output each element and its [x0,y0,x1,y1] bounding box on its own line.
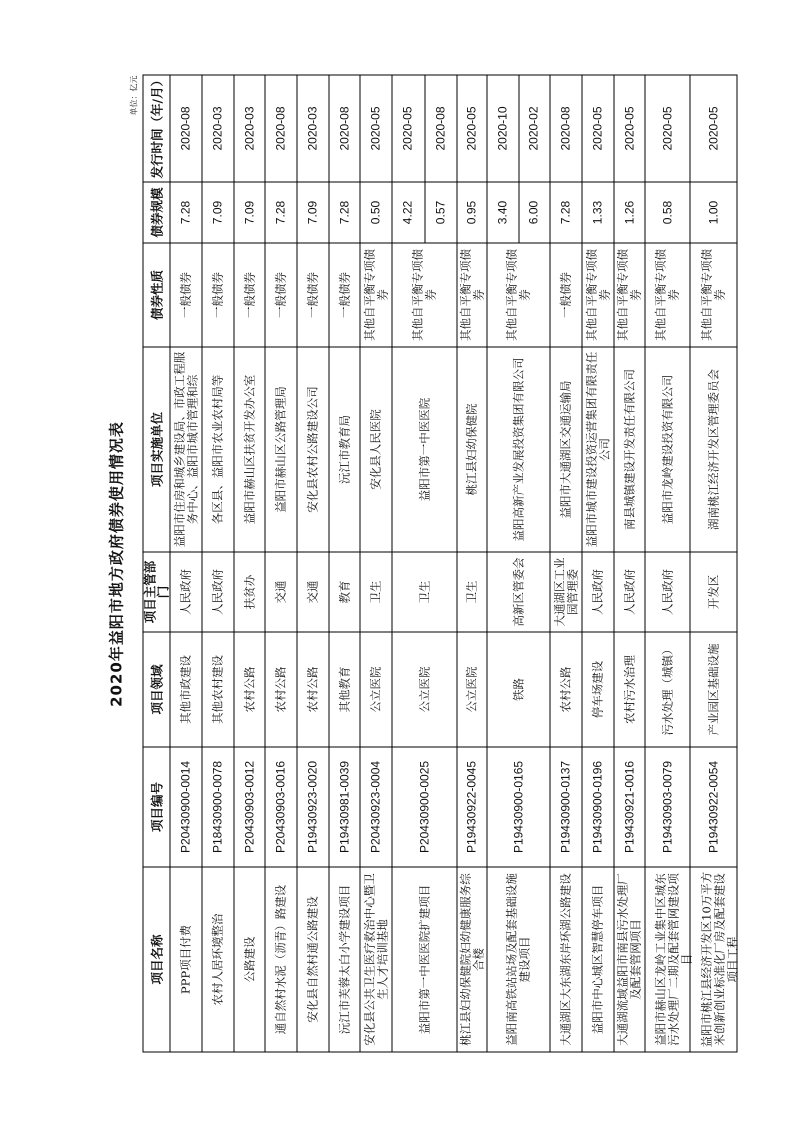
header-amount: 债券规模 [143,182,170,243]
cell-name [170,867,202,1052]
cell-type [392,243,457,347]
cell-type [550,243,582,347]
date-text: 2020-05 [621,105,636,151]
field-text: 农村公路 [273,666,287,712]
field-text: 农村公路 [241,666,256,712]
cell-dept [550,552,582,632]
code-text: P20430903-0012 [241,760,256,853]
cell-type [360,243,392,347]
cell-name [645,867,693,1052]
date-text: 2020-08 [558,105,572,151]
table-row [645,75,690,1052]
cell-amount [170,182,202,243]
field-text: 农村公路 [305,666,319,712]
type-text: 其他自平衡专项债券 [361,248,389,341]
dept-text: 交通 [273,580,287,603]
header-dept: 项目主管部门 [143,552,170,632]
cell-unit [582,347,614,552]
code-text: P20430903-0016 [273,760,287,853]
cell-date [690,75,737,182]
table-row [265,75,297,1052]
cell-amount [392,182,425,243]
table-row [202,75,234,1052]
cell-field [582,632,614,747]
cell-amount [265,182,297,243]
table-row [487,75,519,1052]
unit-text: 益阳市大通湖区交通运输局 [558,380,572,518]
field-text: 农村公路 [558,666,572,712]
dept-text: 人民政府 [210,568,224,615]
cell-amount [234,182,265,243]
cell-code [360,747,392,867]
cell-amount [457,182,487,243]
date-text: 2020-10 [494,105,509,151]
cell-code [392,747,457,867]
cell-name [582,867,614,1052]
cell-dept [297,552,329,632]
amount-text: 7.28 [178,200,192,224]
cell-unit [265,347,297,552]
code-text: P19430923-0020 [305,760,319,853]
name-text: 桃江县妇幼保健院妇幼健康服务综合楼 [457,872,485,1046]
field-text: 其他市政建设 [178,654,192,724]
table-row [690,75,737,1052]
header-unit: 项目实施单位 [143,347,170,552]
type-text: 其他自平衡专项债券 [615,248,642,341]
cell-type [329,243,360,347]
cell-date [392,75,425,182]
cell-unit [202,347,234,552]
field-text: 公立医院 [368,666,382,712]
date-text: 2020-08 [178,105,192,151]
cell-dept [690,552,737,632]
cell-code [614,747,645,867]
cell-field [329,632,360,747]
cell-date [457,75,487,182]
cell-unit [360,347,392,552]
code-text: P20430923-0004 [368,760,382,853]
cell-code [329,747,360,867]
type-text: 其他自平衡专项债券 [410,248,437,341]
date-text: 2020-03 [241,105,256,151]
cell-name [487,867,550,1052]
cell-date [614,75,645,182]
cell-name [297,867,329,1052]
cell-amount [645,182,690,243]
cell-field [297,632,329,747]
unit-text: 安化县人民医院 [368,408,382,490]
cell-type [234,243,265,347]
table-row [550,75,582,1052]
cell-unit [614,347,645,552]
cell-date [329,75,360,182]
cell-type [582,243,614,347]
cell-dept [487,552,550,632]
dept-text: 人民政府 [659,568,674,615]
bond-usage-table [142,74,737,1052]
cell-date [297,75,329,182]
date-text: 2020-05 [400,105,415,151]
header-date: 发行时间（年/月） [143,75,170,182]
cell-field [234,632,265,747]
field-text: 公立医院 [416,666,431,712]
name-text: 大通湖区大东湖东岸环湖公路建设 [558,872,572,1046]
name-text: PPP项目付费 [178,924,192,994]
field-text: 其他教育 [336,666,351,712]
cell-date [360,75,392,182]
field-text: 污水处理（城镇） [659,643,674,735]
field-text: 公立医院 [464,666,478,712]
cell-unit [297,347,329,552]
dept-text: 高新区管委会 [510,557,525,626]
unit-text: 益阳高新产业发展投资集团有限公司 [510,357,525,541]
unit-text: 桃江县妇幼保健院 [464,403,478,495]
cell-type [297,243,329,347]
field-text: 产业园区基础设施 [705,643,720,735]
cell-field [614,632,645,747]
name-text: 安化县自然村通公路建设 [305,895,319,1023]
cell-code [487,747,550,867]
date-text: 2020-03 [210,105,224,151]
code-text: P19430922-0045 [464,760,478,853]
header-row [143,75,170,1052]
cell-field [392,632,457,747]
cell-field [690,632,737,747]
cell-unit [457,347,487,552]
cell-dept [582,552,614,632]
cell-dept [329,552,360,632]
cell-field [457,632,487,747]
cell-code [170,747,202,867]
cell-field [265,632,297,747]
cell-name [457,867,487,1052]
cell-amount [582,182,614,243]
cell-amount [614,182,645,243]
cell-dept [202,552,234,632]
name-text: 益阳南高铁站站场及配套基础设施建设项目 [504,872,531,1046]
cell-amount [329,182,360,243]
cell-field [202,632,234,747]
document-title: 2020年益阳市地方政府债券使用情况表 [107,420,125,707]
cell-type [645,243,690,347]
amount-text: 0.50 [368,200,382,224]
cell-field [487,632,550,747]
amount-text: 7.09 [241,200,256,224]
header-name: 项目名称 [143,867,170,1052]
code-text: P19430981-0039 [336,760,351,853]
date-text: 2020-05 [590,105,604,151]
table-row [360,75,392,1052]
date-text: 2020-05 [705,105,720,151]
cell-date [202,75,234,182]
date-text: 2020-03 [305,105,319,151]
name-text: 益阳市赫山区龙岭工业集中区城东污水处理厂二期及配套管网建设项目 [652,872,693,1046]
cell-unit [234,347,265,552]
date-text: 2020-02 [526,105,541,151]
type-text: 一般债券 [558,271,572,318]
cell-type [457,243,487,347]
amount-text: 1.26 [621,200,636,224]
name-text: 益阳市中心城区智慧停车项目 [590,884,604,1034]
table-row [170,75,202,1052]
cell-amount [424,182,457,243]
unit-text: 益阳市赫山区扶贫开发办公室 [241,374,256,524]
cell-dept [392,552,457,632]
type-text: 一般债券 [336,271,351,318]
cell-field [645,632,690,747]
type-text: 一般债券 [305,271,319,318]
cell-unit [487,347,550,552]
unit-text: 各区县、益阳市农业农村局等 [210,374,224,524]
dept-text: 开发区 [705,574,720,609]
cell-amount [360,182,392,243]
cell-dept [234,552,265,632]
name-text: 沅江市芙蓉太白小学建设项目 [336,884,351,1034]
cell-code [550,747,582,867]
dept-text: 卫生 [416,580,431,603]
unit-text: 湖南桃江经济开发区管理委员会 [705,368,720,530]
code-text: P19430900-0196 [590,760,604,853]
dept-text: 人民政府 [621,568,636,615]
type-text: 其他自平衡专项债券 [504,248,531,341]
table-row [614,75,645,1052]
cell-name [550,867,582,1052]
cell-field [550,632,582,747]
cell-date [550,75,582,182]
name-text: 安化县公共卫生医疗救治中心暨卫生人才培训基地 [361,872,389,1046]
amount-text: 7.28 [558,200,572,224]
cell-amount [518,182,550,243]
amount-text: 0.95 [464,200,478,224]
dept-text: 卫生 [464,580,478,603]
cell-code [297,747,329,867]
code-text: P20430900-0025 [416,760,431,853]
dept-text: 卫生 [368,580,382,603]
cell-type [170,243,202,347]
date-text: 2020-05 [368,105,382,151]
cell-amount [202,182,234,243]
type-text: 一般债券 [241,271,256,318]
field-text: 铁路 [510,677,525,701]
cell-dept [360,552,392,632]
unit-text: 益阳市城市建设投资运营集团有限责任公司 [583,351,611,547]
cell-name [392,867,457,1052]
cell-unit [690,347,737,552]
cell-code [202,747,234,867]
amount-text: 7.28 [336,200,351,224]
cell-name [614,867,645,1052]
unit-text: 安化县农村公路建设公司 [305,385,319,513]
code-text: P19430900-0165 [510,760,525,853]
code-text: P19430900-0137 [558,760,572,853]
cell-date [424,75,457,182]
cell-name [265,867,297,1052]
cell-type [265,243,297,347]
name-text: 通自然村水泥（沥青）路建设 [273,884,287,1034]
unit-text: 益阳市龙岭建设投资有限公司 [659,374,674,524]
unit-text: 益阳市赫山区公路管理局 [273,385,287,513]
amount-text: 7.28 [273,200,287,224]
table-row [457,75,487,1052]
dept-text: 交通 [305,580,319,603]
cell-type [614,243,645,347]
cell-field [360,632,392,747]
cell-dept [614,552,645,632]
cell-date [234,75,265,182]
cell-name [234,867,265,1052]
type-text: 一般债券 [178,271,192,318]
cell-date [487,75,519,182]
cell-date [582,75,614,182]
header-field: 项目领域 [143,632,170,747]
cell-code [265,747,297,867]
type-text: 其他自平衡专项债券 [653,248,680,341]
code-text: P19430922-0054 [705,760,720,853]
cell-name [360,867,392,1052]
cell-amount [690,182,737,243]
rotated-page [105,73,739,1052]
amount-text: 3.40 [494,200,509,224]
field-text: 停车场建设 [590,660,604,718]
unit-text: 益阳市第一中医医院 [416,397,431,501]
cell-field [170,632,202,747]
date-text: 2020-05 [464,105,478,151]
table-row [329,75,360,1052]
code-text: P20430900-0014 [178,760,192,853]
dept-text: 人民政府 [178,568,192,615]
amount-text: 0.57 [432,200,447,224]
cell-date [518,75,550,182]
table-row [392,75,425,1052]
cell-dept [645,552,690,632]
name-text: 农村人居环境整治 [210,913,224,1005]
date-text: 2020-05 [659,105,674,151]
cell-dept [457,552,487,632]
table-row [582,75,614,1052]
header-type: 债券性质 [143,243,170,347]
cell-code [645,747,690,867]
cell-name [202,867,234,1052]
name-text: 益阳市桃江县经济开发区10万平方米创新创业标准化厂房及配套建设项目工程 [698,871,739,1047]
cell-dept [265,552,297,632]
dept-text: 大通湖区工业园管理委 [551,557,579,626]
type-text: 其他自平衡专项债券 [699,248,726,341]
name-text: 大通湖流域益阳市南县污水处理厂及配套管网项目 [615,872,642,1046]
unit-text: 沅江市教育局 [336,414,351,484]
header-code: 项目编号 [143,747,170,867]
code-text: P19430921-0016 [621,760,636,853]
code-text: P18430900-0078 [210,760,224,853]
amount-text: 6.00 [526,200,541,224]
cell-type [487,243,550,347]
cell-code [690,747,737,867]
field-text: 其他农村建设 [210,654,224,724]
unit-label: 单位：亿元 [129,75,138,115]
cell-unit [550,347,582,552]
cell-date [265,75,297,182]
cell-type [202,243,234,347]
type-text: 其他自平衡专项债券 [457,248,485,341]
amount-text: 7.09 [305,200,319,224]
amount-text: 1.00 [705,200,720,224]
cell-date [645,75,690,182]
date-text: 2020-08 [432,105,447,151]
amount-text: 4.22 [400,200,415,224]
cell-name [329,867,360,1052]
type-text: 一般债券 [273,271,287,318]
cell-amount [487,182,519,243]
table-row [297,75,329,1052]
cell-amount [550,182,582,243]
cell-type [690,243,737,347]
cell-unit [645,347,690,552]
date-text: 2020-08 [273,105,287,151]
field-text: 农村污水治理 [621,654,636,724]
amount-text: 0.58 [659,200,674,224]
type-text: 其他自平衡专项债券 [583,248,611,341]
cell-unit [392,347,457,552]
date-text: 2020-08 [336,105,351,151]
table-row [234,75,265,1052]
dept-text: 人民政府 [590,568,604,615]
cell-unit [329,347,360,552]
code-text: P19430903-0079 [659,760,674,853]
amount-text: 7.09 [210,200,224,224]
type-text: 一般债券 [210,271,224,318]
cell-code [582,747,614,867]
cell-code [457,747,487,867]
amount-text: 1.33 [590,200,604,224]
cell-amount [297,182,329,243]
name-text: 公路建设 [241,936,256,982]
cell-code [234,747,265,867]
dept-text: 教育 [336,580,351,603]
unit-text: 南县城镇建设开发责任有限公司 [621,368,636,530]
cell-dept [170,552,202,632]
cell-name [690,867,737,1052]
cell-date [170,75,202,182]
cell-unit [170,347,202,552]
dept-text: 扶贫办 [241,574,256,609]
unit-text: 益阳市住房和城乡建设局、市政工程服务中心、益阳市城市管理和综 [171,351,199,547]
name-text: 益阳市第一中医医院扩建项目 [416,884,431,1034]
